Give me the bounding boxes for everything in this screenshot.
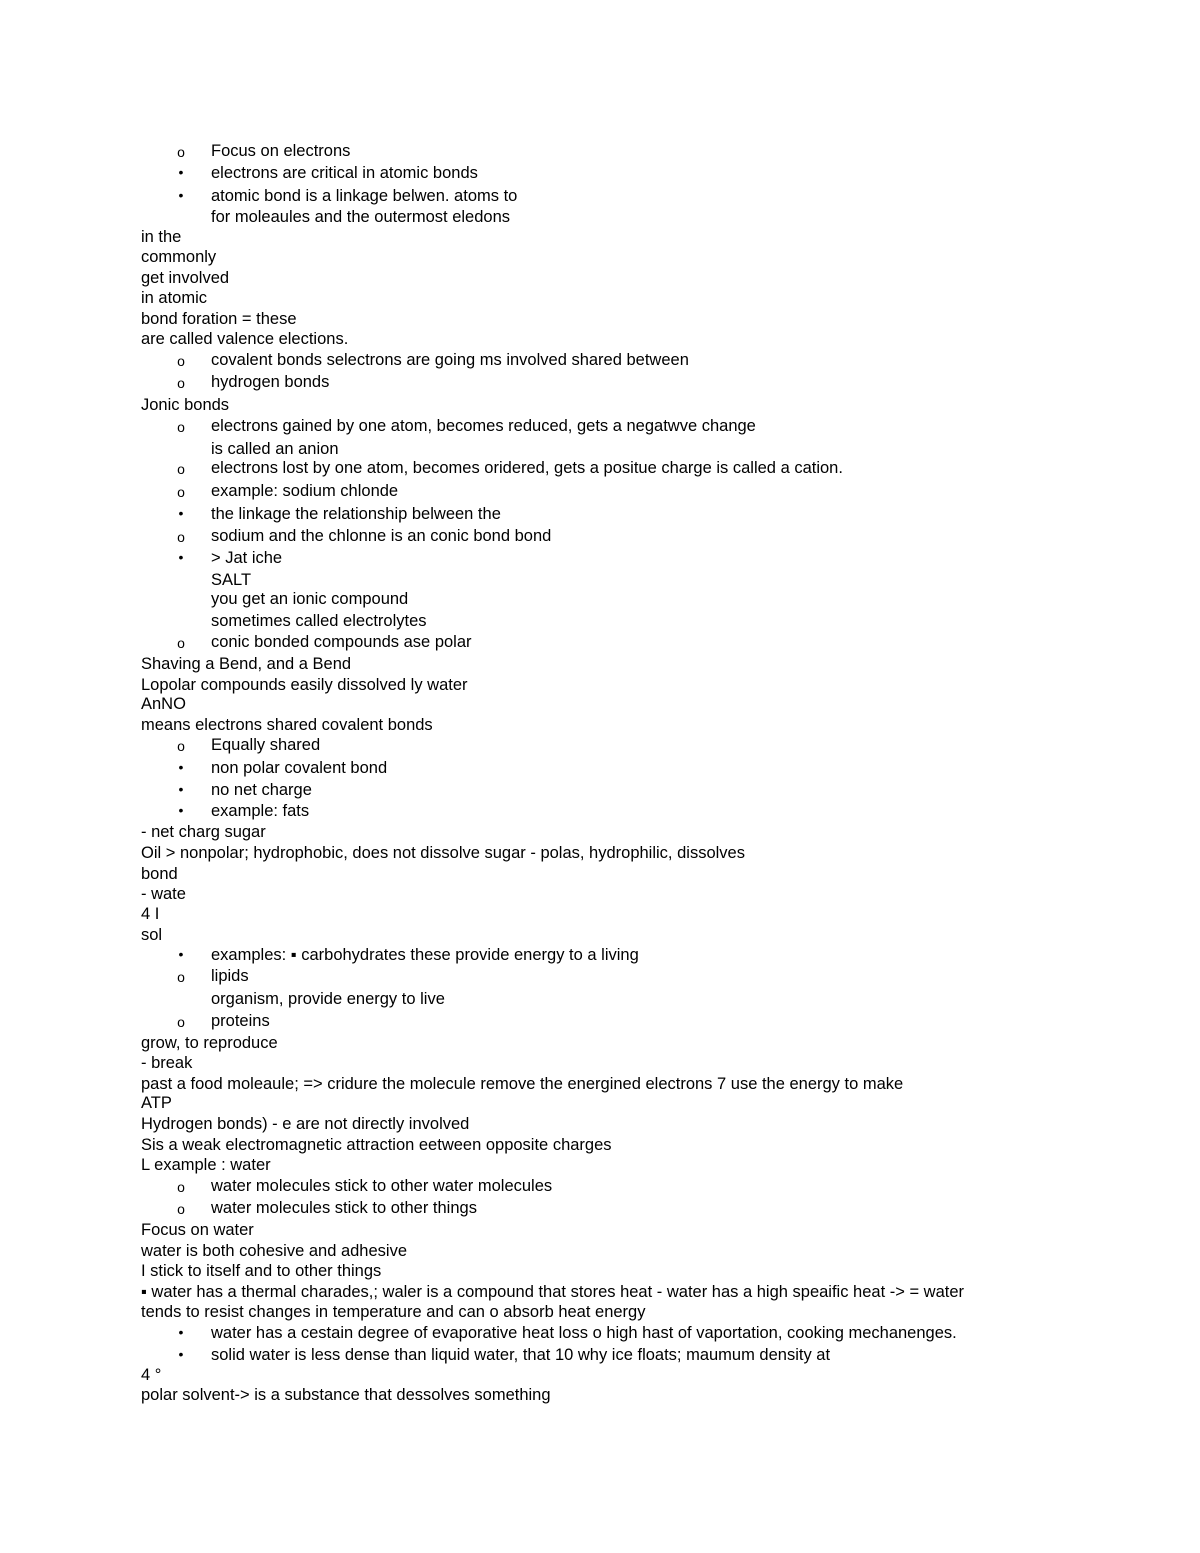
text-line: you get an ionic compound [211, 590, 409, 608]
bullet-icon: • [178, 781, 184, 797]
list-item: electrons gained by one atom, becomes reduced, gets a negatwve change [211, 417, 756, 435]
bullet-icon: • [178, 1324, 184, 1340]
list-item: sodium and the chlonne is an conic bond bond [211, 527, 552, 545]
list-item: the linkage the relationship belween the [211, 505, 501, 523]
text-line: AnNO [141, 695, 186, 713]
text-line: for moleaules and the outermost eledons [211, 208, 511, 226]
text-line: bond foration = these [141, 310, 297, 328]
text-line: Sis a weak electromagnetic attraction eetween opposite charges [141, 1136, 612, 1154]
list-item: > Jat iche [211, 549, 283, 567]
list-item: hydrogen bonds [211, 373, 330, 391]
list-item: non polar covalent bond [211, 759, 388, 777]
list-item: solid water is less dense than liquid water, that 10 why ice floats; maumum density at [211, 1346, 831, 1364]
text-line: L example : water [141, 1156, 271, 1174]
list-item: no net charge [211, 781, 312, 799]
list-item: electrons lost by one atom, becomes oridered, gets a positue charge is called a cation. [211, 459, 843, 477]
list-item: example: fats [211, 802, 310, 820]
hollow-bullet-icon: o [177, 635, 185, 651]
list-item: Focus on electrons [211, 142, 351, 160]
text-line: in atomic [141, 289, 208, 307]
bullet-icon: • [178, 549, 184, 565]
text-line: grow, to reproduce [141, 1034, 278, 1052]
hollow-bullet-icon: o [177, 1179, 185, 1195]
text-line: Focus on water [141, 1221, 254, 1239]
text-line: I stick to itself and to other things [141, 1262, 382, 1280]
hollow-bullet-icon: o [177, 461, 185, 477]
bullet-icon: • [178, 1346, 184, 1362]
text-line: 4 I [141, 905, 160, 923]
text-line: means electrons shared covalent bonds [141, 716, 433, 734]
bullet-icon: • [178, 802, 184, 818]
hollow-bullet-icon: o [177, 353, 185, 369]
hollow-bullet-icon: o [177, 1201, 185, 1217]
text-line: is called an anion [211, 440, 339, 458]
list-item: atomic bond is a linkage belwen. atoms to [211, 187, 518, 205]
list-item: examples: ▪ carbohydrates these provide energy to a living [211, 946, 639, 964]
bullet-icon: • [178, 164, 184, 180]
text-line: tends to resist changes in temperature and can o absorb heat energy [141, 1303, 646, 1321]
text-line: sol [141, 926, 163, 944]
text-line: Oil > nonpolar; hydrophobic, does not dissolve sugar - polas, hydrophilic, dissolves [141, 844, 745, 862]
text-line: get involved [141, 269, 230, 287]
text-line: - break [141, 1054, 193, 1072]
hollow-bullet-icon: o [177, 529, 185, 545]
bullet-icon: • [178, 759, 184, 775]
text-line: ▪ water has a thermal charades,; waler is a compound that stores heat - water has a high speaific heat -> = water [141, 1283, 965, 1301]
text-line: Shaving a Bend, and a Bend [141, 655, 352, 673]
text-line: Hydrogen bonds) - e are not directly involved [141, 1115, 470, 1133]
bullet-icon: • [178, 187, 184, 203]
text-line: organism, provide energy to live [211, 990, 445, 1008]
list-item: proteins [211, 1012, 270, 1030]
hollow-bullet-icon: o [177, 1014, 185, 1030]
list-item: electrons are critical in atomic bonds [211, 164, 478, 182]
text-line: polar solvent-> is a substance that dessolves something [141, 1386, 551, 1404]
hollow-bullet-icon: o [177, 969, 185, 985]
text-line: ATP [141, 1094, 172, 1112]
hollow-bullet-icon: o [177, 484, 185, 500]
text-line: bond [141, 865, 178, 883]
text-line: Jonic bonds [141, 396, 230, 414]
text-line: 4 ° [141, 1366, 162, 1384]
hollow-bullet-icon: o [177, 738, 185, 754]
text-line: past a food moleaule; => cridure the molecule remove the energined electrons 7 use the energy to make [141, 1075, 904, 1093]
text-line: water is both cohesive and adhesive [141, 1242, 407, 1260]
list-item: example: sodium chlonde [211, 482, 399, 500]
list-item: Equally shared [211, 736, 321, 754]
text-line: commonly [141, 248, 217, 266]
hollow-bullet-icon: o [177, 375, 185, 391]
hollow-bullet-icon: o [177, 419, 185, 435]
bullet-icon: • [178, 946, 184, 962]
hollow-bullet-icon: o [177, 144, 185, 160]
text-line: in the [141, 228, 182, 246]
text-line: sometimes called electrolytes [211, 612, 427, 630]
list-item: lipids [211, 967, 249, 985]
text-line: Lopolar compounds easily dissolved ly water [141, 676, 468, 694]
list-item: conic bonded compounds ase polar [211, 633, 472, 651]
list-item: covalent bonds selectrons are going ms involved shared between [211, 351, 689, 369]
bullet-icon: • [178, 505, 184, 521]
text-line: - wate [141, 885, 186, 903]
text-line: SALT [211, 571, 252, 589]
text-line: are called valence elections. [141, 330, 349, 348]
list-item: water molecules stick to other water molecules [211, 1177, 553, 1195]
list-item: water molecules stick to other things [211, 1199, 477, 1217]
text-line: - net charg sugar [141, 823, 266, 841]
list-item: water has a cestain degree of evaporative heat loss o high hast of vaportation, cooking mechanenges. [211, 1324, 957, 1342]
